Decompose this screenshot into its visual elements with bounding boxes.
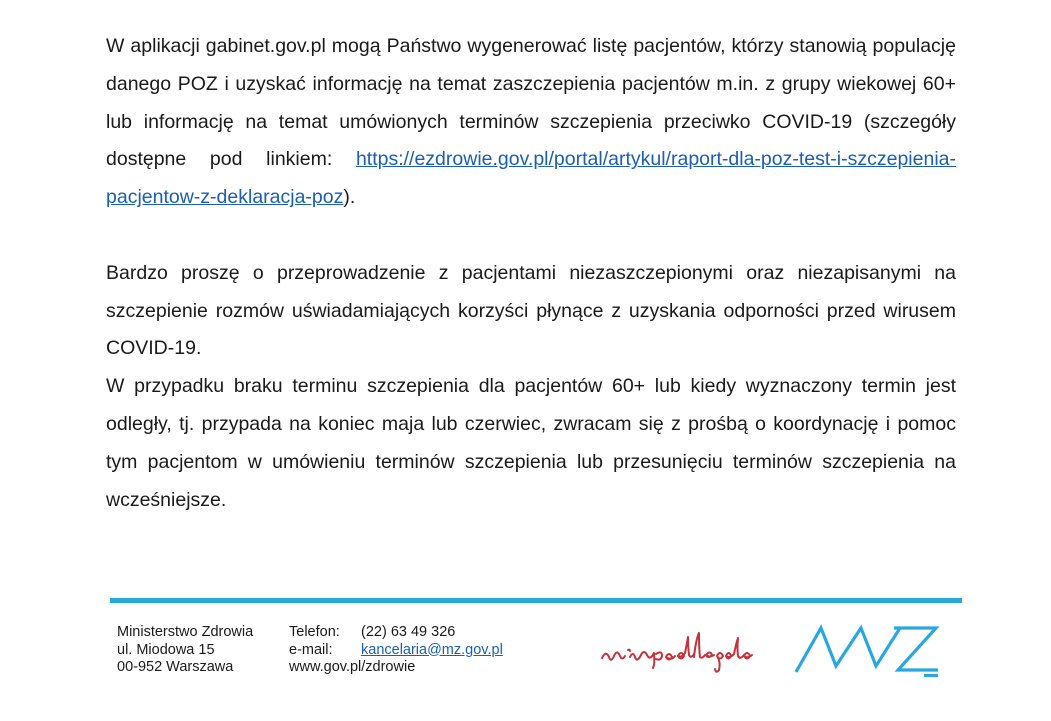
ezdrowie-link[interactable]: https://ezdrowie.gov.pl/portal/artykul/raport-dla-poz-test-i-szczepienia-pacjentow-z-deklaracja-poz (106, 148, 956, 209)
footer-city: 00-952 Warszawa (117, 659, 234, 676)
paragraph-request: Bardzo proszę o przeprowadzenie z pacjentami niezaszczepionymi oraz niezapisanymi na szczepienie rozmów uświadamiających korzyści płynące z uzyskania odporności przed wirusem COVID-19. (106, 261, 956, 360)
paragraph-spacer (106, 217, 956, 255)
footer-street: ul. Miodowa 15 (117, 641, 215, 658)
footer-phone-row (289, 624, 503, 642)
footer-phone: (22) 63 49 326 (361, 624, 456, 640)
footer-email-label: e-mail: (289, 641, 333, 658)
paragraph-gabinet-end: ). (343, 186, 356, 209)
mz-logo (794, 622, 946, 678)
footer-www: www.gov.pl/zdrowie (289, 659, 416, 676)
footer-email-link[interactable]: kancelaria@mz.gov.pl (361, 641, 503, 658)
footer-phone-label: Telefon: (289, 624, 340, 640)
footer-address (117, 624, 253, 677)
footer-org: Ministerstwo Zdrowia (117, 624, 254, 640)
footer-email-row (289, 642, 503, 660)
footer-divider (110, 598, 962, 603)
paragraph-coordination: W przypadku braku terminu szczepienia dla pacjentów 60+ lub kiedy wyznaczony termin jest odległy, tj. przypada na koniec maja lub czerwiec, zwracam się z prośbą o koordynację i pomoc tym pacjentom w umówieniu terminów szczepienia lub przesunięciu terminów szczepienia na wcześniejsze. (106, 375, 956, 511)
footer-contact (289, 624, 503, 677)
niepodlegla-signature-logo (598, 624, 762, 674)
paragraph-gabinet-text: W aplikacji gabinet.gov.pl mogą Państwo wygenerować listę pacjentów, którzy stanowią populację danego POZ i uzyskać informację na temat zaszczepienia pacjentów m.in. z grupy wiekowej 60+ lub informację na temat umówionych terminów szczepienia przeciwko COVID-19 (szczegóły dostępne pod linkiem: (106, 35, 956, 171)
paragraph-gabinet (106, 28, 956, 217)
letter-body (106, 28, 956, 519)
